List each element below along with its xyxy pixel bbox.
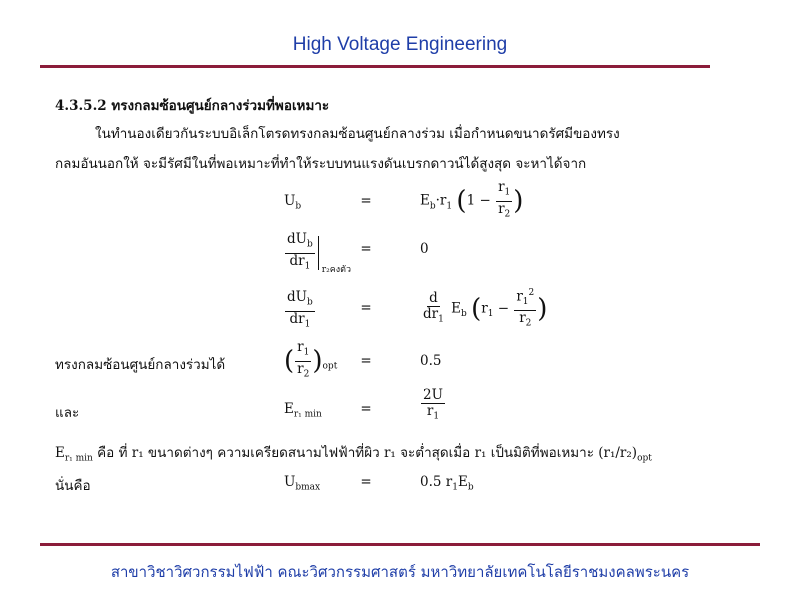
eq2-equals: = xyxy=(360,241,372,257)
eq4-rhs: 0.5 xyxy=(420,353,442,369)
eq3-rhs: $\frac{d}{dr_1}$ $E_b$ ($r_1$ − $\frac{r_1^2}{r_2}$ ) xyxy=(423,288,548,329)
section-heading xyxy=(55,94,329,116)
eq5-rhs: $\frac{2U}{r_1}$ xyxy=(423,387,443,422)
eq6-equals: = xyxy=(360,474,372,490)
footer-institution: สาขาวิชาวิศวกรรมไฟฟ้า คณะวิศวกรรมศาสตร์ มหาวิทยาลัยเทคโนโลยีราชมงคลพระนคร xyxy=(110,563,690,581)
bottom-divider xyxy=(40,543,760,546)
eq4-equals: = xyxy=(360,353,372,369)
eq1-rhs: $E_b\cdot r_1$ (1 − $\frac{r_1}{r_2}$ ) xyxy=(420,179,524,220)
eq2-lhs: $\frac{dU_b}{dr_1}$ r₂คงตัว xyxy=(287,231,352,276)
note-line: $E_{r_1 min}$ คือ ที่ r₁ ขนาดต่างๆ ความเครียดสนามไฟฟ้าที่ผิว r₁ จะต่ำสุดเมื่อ r₁ เป็นมิติที่พอเหมาะ $(r_1/r_2)_{opt}$ xyxy=(55,445,652,464)
eq5-equals: = xyxy=(360,401,372,417)
eq5-label: และ xyxy=(55,405,80,421)
paragraph-line-1: ในทำนองเดียวกันระบบอิเล็กโตรดทรงกลมซ้อนศูนย์กลางร่วม เมื่อกำหนดขนาดรัศมีของทรง xyxy=(95,126,620,142)
eq3-lhs: $\frac{dU_b}{dr_1}$ xyxy=(287,289,313,330)
paragraph-line-2: กลมอันนอกให้ จะมีรัศมีในที่พอเหมาะที่ทำให้ระบบทนแรงดันเบรกดาวน์ได้สูงสุด จะหาได้จาก xyxy=(55,156,587,172)
slide-title: High Voltage Engineering xyxy=(292,34,508,55)
section-number: 4.3.5.2 xyxy=(55,98,107,114)
eq5-lhs: $E_{r_1 min}$ xyxy=(284,401,322,420)
eq1-equals: = xyxy=(360,193,372,209)
eq6-rhs: 0.5 $r_1E_b$ xyxy=(420,474,474,493)
eq1-lhs: $U_b$ xyxy=(284,193,302,212)
eq3-equals: = xyxy=(360,300,372,316)
eq2-rhs: 0 xyxy=(420,241,429,257)
eq4-lhs: ( $\frac{r_1}{r_2}$ )$_{opt}$ xyxy=(284,339,338,380)
eq6-lhs: $U_{bmax}$ xyxy=(284,474,321,493)
eq4-label: ทรงกลมซ้อนศูนย์กลางร่วมได้ xyxy=(55,357,226,373)
section-title: ทรงกลมซ้อนศูนย์กลางร่วมที่พอเหมาะ xyxy=(111,98,330,114)
eq6-label: นั่นคือ xyxy=(55,478,91,494)
top-divider xyxy=(40,65,710,68)
